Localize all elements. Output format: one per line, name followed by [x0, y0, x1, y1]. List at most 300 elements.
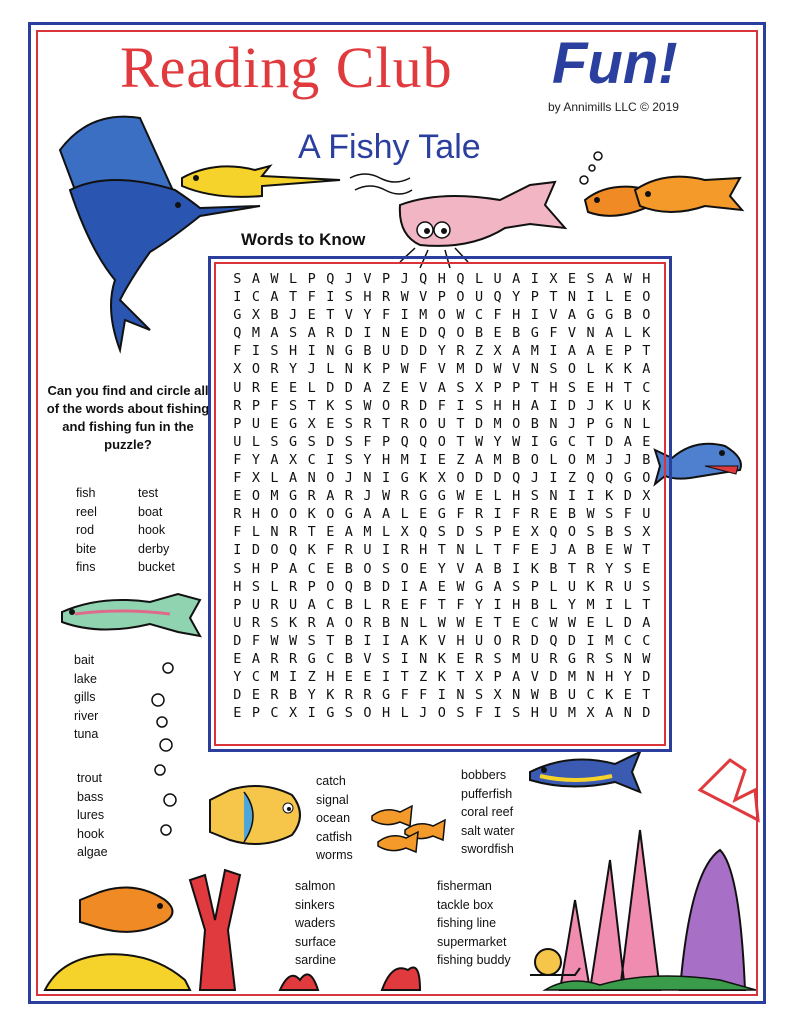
grid-letter[interactable]: H [381, 451, 391, 468]
grid-letter[interactable]: O [437, 705, 446, 722]
grid-letter[interactable]: T [437, 596, 446, 613]
grid-letter[interactable]: G [233, 307, 242, 324]
grid-letter[interactable]: H [493, 397, 502, 414]
grid-letter[interactable]: P [307, 271, 316, 287]
grid-letter[interactable]: L [400, 705, 409, 722]
grid-letter[interactable]: D [344, 325, 353, 342]
grid-letter[interactable]: A [512, 343, 521, 360]
grid-letter[interactable]: M [270, 488, 279, 505]
grid-letter[interactable]: O [363, 560, 372, 577]
grid-letter[interactable]: I [233, 542, 242, 559]
grid-letter[interactable]: C [567, 433, 577, 450]
grid-letter[interactable]: F [493, 307, 502, 324]
grid-letter[interactable]: H [642, 271, 651, 287]
grid-letter[interactable]: X [437, 470, 446, 487]
grid-letter[interactable]: I [586, 289, 595, 306]
grid-letter[interactable]: S [344, 433, 353, 450]
grid-letter[interactable]: Y [512, 289, 521, 306]
grid-letter[interactable]: F [326, 542, 335, 559]
grid-letter[interactable]: R [270, 650, 279, 667]
grid-letter[interactable]: O [270, 542, 279, 559]
grid-letter[interactable]: U [623, 397, 632, 414]
grid-letter[interactable]: X [642, 524, 651, 541]
grid-letter[interactable]: C [642, 632, 651, 649]
grid-letter[interactable]: A [605, 325, 614, 342]
grid-letter[interactable]: Y [307, 687, 316, 704]
grid-letter[interactable]: O [363, 705, 372, 722]
grid-letter[interactable]: S [567, 379, 577, 396]
grid-letter[interactable]: P [251, 397, 260, 414]
grid-letter[interactable]: I [381, 669, 391, 686]
grid-letter[interactable]: Q [586, 470, 595, 487]
grid-letter[interactable]: J [605, 451, 614, 468]
grid-letter[interactable]: L [381, 524, 391, 541]
grid-letter[interactable]: P [381, 271, 391, 287]
grid-letter[interactable]: D [419, 397, 428, 414]
grid-letter[interactable]: H [530, 705, 539, 722]
grid-letter[interactable]: H [326, 669, 335, 686]
grid-letter[interactable]: J [549, 542, 558, 559]
grid-letter[interactable]: A [270, 325, 279, 342]
grid-letter[interactable]: G [400, 470, 409, 487]
grid-letter[interactable]: O [642, 289, 651, 306]
grid-letter[interactable]: W [456, 307, 465, 324]
grid-letter[interactable]: L [623, 325, 632, 342]
grid-letter[interactable]: W [567, 614, 577, 631]
grid-letter[interactable]: Y [437, 343, 446, 360]
grid-letter[interactable]: G [326, 705, 335, 722]
grid-letter[interactable]: Y [363, 451, 372, 468]
grid-letter[interactable]: V [344, 307, 353, 324]
grid-letter[interactable]: W [586, 506, 595, 523]
grid-letter[interactable]: N [400, 614, 409, 631]
grid-letter[interactable]: F [233, 451, 242, 468]
grid-letter[interactable]: I [456, 397, 465, 414]
grid-letter[interactable]: G [549, 433, 558, 450]
grid-letter[interactable]: G [307, 650, 316, 667]
grid-letter[interactable]: R [344, 687, 353, 704]
grid-letter[interactable]: F [623, 506, 632, 523]
grid-letter[interactable]: G [623, 470, 632, 487]
grid-letter[interactable]: V [549, 307, 558, 324]
grid-letter[interactable]: P [512, 379, 521, 396]
grid-letter[interactable]: X [307, 415, 316, 432]
grid-letter[interactable]: W [623, 542, 632, 559]
grid-letter[interactable]: S [344, 705, 353, 722]
grid-letter[interactable]: N [549, 488, 558, 505]
grid-letter[interactable]: A [623, 433, 632, 450]
grid-letter[interactable]: P [307, 578, 316, 595]
grid-letter[interactable]: C [270, 705, 279, 722]
grid-letter[interactable]: J [623, 451, 632, 468]
grid-letter[interactable]: F [233, 524, 242, 541]
grid-letter[interactable]: Q [400, 433, 409, 450]
grid-letter[interactable]: Q [326, 271, 335, 287]
grid-letter[interactable]: I [233, 289, 242, 306]
grid-letter[interactable]: W [512, 433, 521, 450]
grid-letter[interactable]: F [251, 632, 260, 649]
grid-letter[interactable]: R [474, 506, 484, 523]
grid-letter[interactable]: I [400, 650, 409, 667]
grid-letter[interactable]: I [586, 632, 595, 649]
grid-letter[interactable]: P [270, 560, 279, 577]
grid-letter[interactable]: A [642, 361, 651, 378]
grid-letter[interactable]: K [605, 361, 614, 378]
grid-letter[interactable]: L [251, 433, 260, 450]
grid-letter[interactable]: X [289, 451, 298, 468]
grid-letter[interactable]: U [233, 379, 242, 396]
grid-letter[interactable]: B [549, 560, 558, 577]
grid-letter[interactable]: O [493, 632, 502, 649]
grid-letter[interactable]: W [530, 687, 539, 704]
grid-letter[interactable]: R [586, 650, 595, 667]
grid-letter[interactable]: I [549, 343, 558, 360]
grid-letter[interactable]: Z [381, 379, 391, 396]
grid-letter[interactable]: S [289, 397, 298, 414]
grid-letter[interactable]: Y [233, 669, 242, 686]
grid-letter[interactable]: U [289, 596, 298, 613]
grid-letter[interactable]: U [474, 289, 484, 306]
grid-letter[interactable]: E [623, 289, 632, 306]
grid-letter[interactable]: S [512, 705, 521, 722]
grid-letter[interactable]: Z [474, 343, 484, 360]
grid-letter[interactable]: T [381, 415, 391, 432]
grid-letter[interactable]: K [437, 650, 446, 667]
grid-letter[interactable]: A [474, 560, 484, 577]
grid-letter[interactable]: Q [419, 433, 428, 450]
grid-letter[interactable]: T [307, 397, 316, 414]
grid-letter[interactable]: F [419, 596, 428, 613]
grid-letter[interactable]: P [493, 524, 502, 541]
grid-letter[interactable]: W [400, 289, 409, 306]
grid-letter[interactable]: T [326, 307, 335, 324]
grid-letter[interactable]: X [530, 524, 539, 541]
grid-letter[interactable]: W [456, 488, 465, 505]
grid-letter[interactable]: L [474, 271, 484, 287]
grid-letter[interactable]: W [400, 361, 409, 378]
grid-letter[interactable]: T [642, 542, 651, 559]
grid-letter[interactable]: B [381, 614, 391, 631]
grid-letter[interactable]: O [400, 560, 409, 577]
grid-letter[interactable]: R [251, 614, 260, 631]
grid-letter[interactable]: Z [456, 451, 465, 468]
grid-letter[interactable]: W [642, 650, 651, 667]
grid-letter[interactable]: E [530, 542, 539, 559]
grid-letter[interactable]: D [623, 614, 632, 631]
grid-letter[interactable]: E [512, 524, 521, 541]
grid-letter[interactable]: U [567, 687, 577, 704]
grid-letter[interactable]: P [493, 379, 502, 396]
grid-letter[interactable]: I [549, 397, 558, 414]
grid-letter[interactable]: H [512, 488, 521, 505]
grid-letter[interactable]: O [326, 578, 335, 595]
grid-letter[interactable]: J [344, 470, 353, 487]
grid-letter[interactable]: E [586, 379, 595, 396]
grid-letter[interactable]: U [549, 705, 558, 722]
grid-letter[interactable]: B [605, 524, 614, 541]
grid-letter[interactable]: I [363, 325, 372, 342]
grid-letter[interactable]: Q [419, 271, 428, 287]
word-search-grid[interactable] [228, 270, 656, 722]
grid-letter[interactable]: P [530, 578, 539, 595]
grid-letter[interactable]: T [549, 289, 558, 306]
grid-letter[interactable]: P [493, 669, 502, 686]
grid-letter[interactable]: S [307, 632, 316, 649]
grid-letter[interactable]: W [270, 632, 279, 649]
grid-letter[interactable]: O [326, 506, 335, 523]
grid-letter[interactable]: K [307, 506, 316, 523]
grid-letter[interactable]: E [419, 506, 428, 523]
grid-letter[interactable]: B [363, 343, 372, 360]
grid-letter[interactable]: N [307, 470, 316, 487]
grid-letter[interactable]: P [381, 433, 391, 450]
grid-letter[interactable]: X [474, 379, 484, 396]
grid-letter[interactable]: T [567, 560, 577, 577]
grid-letter[interactable]: F [437, 397, 446, 414]
grid-letter[interactable]: T [642, 687, 651, 704]
grid-letter[interactable]: H [363, 289, 372, 306]
grid-letter[interactable]: L [623, 596, 632, 613]
grid-letter[interactable]: B [344, 650, 353, 667]
grid-letter[interactable]: S [586, 524, 595, 541]
grid-letter[interactable]: O [437, 307, 446, 324]
grid-letter[interactable]: C [530, 614, 539, 631]
grid-letter[interactable]: I [381, 470, 391, 487]
grid-letter[interactable]: B [344, 632, 353, 649]
grid-letter[interactable]: Q [233, 325, 242, 342]
grid-letter[interactable]: T [586, 433, 595, 450]
grid-letter[interactable]: V [419, 289, 428, 306]
grid-letter[interactable]: F [233, 470, 242, 487]
grid-letter[interactable]: S [307, 433, 316, 450]
grid-letter[interactable]: D [474, 415, 484, 432]
grid-letter[interactable]: H [251, 560, 260, 577]
grid-letter[interactable]: E [456, 650, 465, 667]
grid-letter[interactable]: L [307, 379, 316, 396]
grid-letter[interactable]: Y [567, 596, 577, 613]
grid-letter[interactable]: I [363, 632, 372, 649]
grid-letter[interactable]: I [605, 596, 614, 613]
grid-letter[interactable]: D [605, 433, 614, 450]
grid-letter[interactable]: M [567, 705, 577, 722]
grid-letter[interactable]: R [381, 289, 391, 306]
grid-letter[interactable]: E [512, 614, 521, 631]
grid-letter[interactable]: T [493, 614, 502, 631]
grid-letter[interactable]: H [233, 578, 242, 595]
grid-letter[interactable]: E [326, 524, 335, 541]
grid-letter[interactable]: P [437, 289, 446, 306]
grid-letter[interactable]: O [326, 470, 335, 487]
grid-letter[interactable]: V [567, 325, 577, 342]
grid-letter[interactable]: S [549, 361, 558, 378]
grid-letter[interactable]: S [474, 397, 484, 414]
grid-letter[interactable]: U [642, 506, 651, 523]
grid-letter[interactable]: H [605, 669, 614, 686]
grid-letter[interactable]: G [289, 433, 298, 450]
grid-letter[interactable]: F [419, 361, 428, 378]
grid-letter[interactable]: S [586, 271, 595, 287]
grid-letter[interactable]: G [474, 578, 484, 595]
grid-letter[interactable]: C [251, 289, 260, 306]
grid-letter[interactable]: H [251, 506, 260, 523]
grid-letter[interactable]: Q [549, 632, 558, 649]
grid-letter[interactable]: T [307, 524, 316, 541]
grid-letter[interactable]: R [456, 343, 465, 360]
grid-letter[interactable]: A [530, 397, 539, 414]
grid-letter[interactable]: R [605, 578, 614, 595]
grid-letter[interactable]: S [456, 379, 465, 396]
grid-letter[interactable]: S [623, 524, 632, 541]
grid-letter[interactable]: X [642, 488, 651, 505]
grid-letter[interactable]: S [474, 687, 484, 704]
grid-letter[interactable]: O [251, 361, 260, 378]
grid-letter[interactable]: D [419, 325, 428, 342]
grid-letter[interactable]: R [512, 632, 521, 649]
grid-letter[interactable]: R [270, 687, 279, 704]
grid-letter[interactable]: C [642, 379, 651, 396]
grid-letter[interactable]: A [251, 271, 260, 287]
grid-letter[interactable]: I [381, 632, 391, 649]
grid-letter[interactable]: O [344, 614, 353, 631]
grid-letter[interactable]: K [419, 470, 428, 487]
grid-letter[interactable]: M [419, 307, 428, 324]
grid-letter[interactable]: T [289, 289, 298, 306]
grid-letter[interactable]: E [493, 325, 502, 342]
grid-letter[interactable]: N [419, 650, 428, 667]
grid-letter[interactable]: Q [344, 578, 353, 595]
grid-letter[interactable]: W [623, 271, 632, 287]
grid-letter[interactable]: R [326, 325, 335, 342]
grid-letter[interactable]: V [437, 632, 446, 649]
grid-letter[interactable]: X [586, 705, 595, 722]
grid-letter[interactable]: Q [437, 325, 446, 342]
grid-letter[interactable]: K [363, 361, 372, 378]
grid-letter[interactable]: H [549, 379, 558, 396]
grid-letter[interactable]: I [437, 687, 446, 704]
grid-letter[interactable]: M [605, 632, 614, 649]
grid-letter[interactable]: F [307, 289, 316, 306]
grid-letter[interactable]: W [270, 271, 279, 287]
grid-letter[interactable]: J [400, 271, 409, 287]
grid-letter[interactable]: N [326, 343, 335, 360]
grid-letter[interactable]: D [530, 632, 539, 649]
grid-letter[interactable]: X [289, 705, 298, 722]
grid-letter[interactable]: N [456, 542, 465, 559]
grid-letter[interactable]: T [456, 433, 465, 450]
grid-letter[interactable]: D [400, 343, 409, 360]
grid-letter[interactable]: C [326, 596, 335, 613]
grid-letter[interactable]: I [381, 542, 391, 559]
grid-letter[interactable]: U [567, 578, 577, 595]
grid-letter[interactable]: R [307, 614, 316, 631]
grid-letter[interactable]: O [456, 470, 465, 487]
grid-letter[interactable]: O [270, 506, 279, 523]
grid-letter[interactable]: M [251, 325, 260, 342]
grid-letter[interactable]: V [437, 361, 446, 378]
grid-letter[interactable]: O [512, 415, 521, 432]
grid-letter[interactable]: W [474, 433, 484, 450]
grid-letter[interactable]: M [400, 451, 409, 468]
grid-letter[interactable]: B [530, 596, 539, 613]
grid-letter[interactable]: P [530, 289, 539, 306]
grid-letter[interactable]: T [642, 596, 651, 613]
grid-letter[interactable]: Y [493, 433, 502, 450]
grid-letter[interactable]: A [363, 379, 372, 396]
grid-letter[interactable]: P [233, 415, 242, 432]
grid-letter[interactable]: E [642, 560, 651, 577]
grid-letter[interactable]: S [623, 560, 632, 577]
grid-letter[interactable]: U [233, 614, 242, 631]
grid-letter[interactable]: X [549, 271, 558, 287]
grid-letter[interactable]: T [530, 379, 539, 396]
grid-letter[interactable]: D [456, 524, 465, 541]
grid-letter[interactable]: I [493, 596, 502, 613]
grid-letter[interactable]: M [493, 415, 502, 432]
grid-letter[interactable]: O [530, 451, 539, 468]
grid-letter[interactable]: S [512, 578, 521, 595]
grid-letter[interactable]: L [270, 470, 279, 487]
grid-letter[interactable]: U [251, 596, 260, 613]
grid-letter[interactable]: F [456, 506, 465, 523]
grid-letter[interactable]: E [437, 451, 446, 468]
grid-letter[interactable]: I [586, 488, 595, 505]
grid-letter[interactable]: E [233, 705, 242, 722]
grid-letter[interactable]: W [289, 632, 298, 649]
grid-letter[interactable]: I [530, 271, 539, 287]
grid-letter[interactable]: S [605, 506, 614, 523]
grid-letter[interactable]: A [326, 614, 335, 631]
grid-letter[interactable]: M [456, 361, 465, 378]
grid-letter[interactable]: Y [289, 361, 298, 378]
grid-letter[interactable]: A [474, 451, 484, 468]
grid-letter[interactable]: I [400, 307, 409, 324]
grid-letter[interactable]: F [549, 325, 558, 342]
grid-letter[interactable]: X [474, 669, 484, 686]
grid-letter[interactable]: A [400, 632, 409, 649]
grid-letter[interactable]: B [474, 325, 484, 342]
grid-letter[interactable]: R [270, 596, 279, 613]
grid-letter[interactable]: D [567, 397, 577, 414]
grid-letter[interactable]: D [493, 470, 502, 487]
grid-letter[interactable]: B [549, 687, 558, 704]
grid-letter[interactable]: E [270, 415, 279, 432]
grid-letter[interactable]: U [251, 415, 260, 432]
grid-letter[interactable]: Q [493, 289, 502, 306]
grid-letter[interactable]: E [605, 542, 614, 559]
grid-letter[interactable]: R [474, 650, 484, 667]
grid-letter[interactable]: E [474, 488, 484, 505]
grid-letter[interactable]: E [344, 669, 353, 686]
grid-letter[interactable]: O [567, 524, 577, 541]
grid-letter[interactable]: E [326, 415, 335, 432]
grid-letter[interactable]: R [344, 488, 353, 505]
grid-letter[interactable]: Y [437, 560, 446, 577]
grid-letter[interactable]: S [344, 451, 353, 468]
grid-letter[interactable]: J [567, 415, 577, 432]
grid-letter[interactable]: E [233, 488, 242, 505]
grid-letter[interactable]: E [549, 506, 558, 523]
grid-letter[interactable]: R [233, 506, 242, 523]
grid-letter[interactable]: R [289, 650, 298, 667]
grid-letter[interactable]: L [605, 289, 614, 306]
grid-letter[interactable]: D [474, 361, 484, 378]
grid-letter[interactable]: Q [605, 470, 614, 487]
grid-letter[interactable]: N [270, 524, 279, 541]
grid-letter[interactable]: X [493, 343, 502, 360]
grid-letter[interactable]: M [363, 524, 372, 541]
grid-letter[interactable]: D [381, 578, 391, 595]
grid-letter[interactable]: M [567, 669, 577, 686]
